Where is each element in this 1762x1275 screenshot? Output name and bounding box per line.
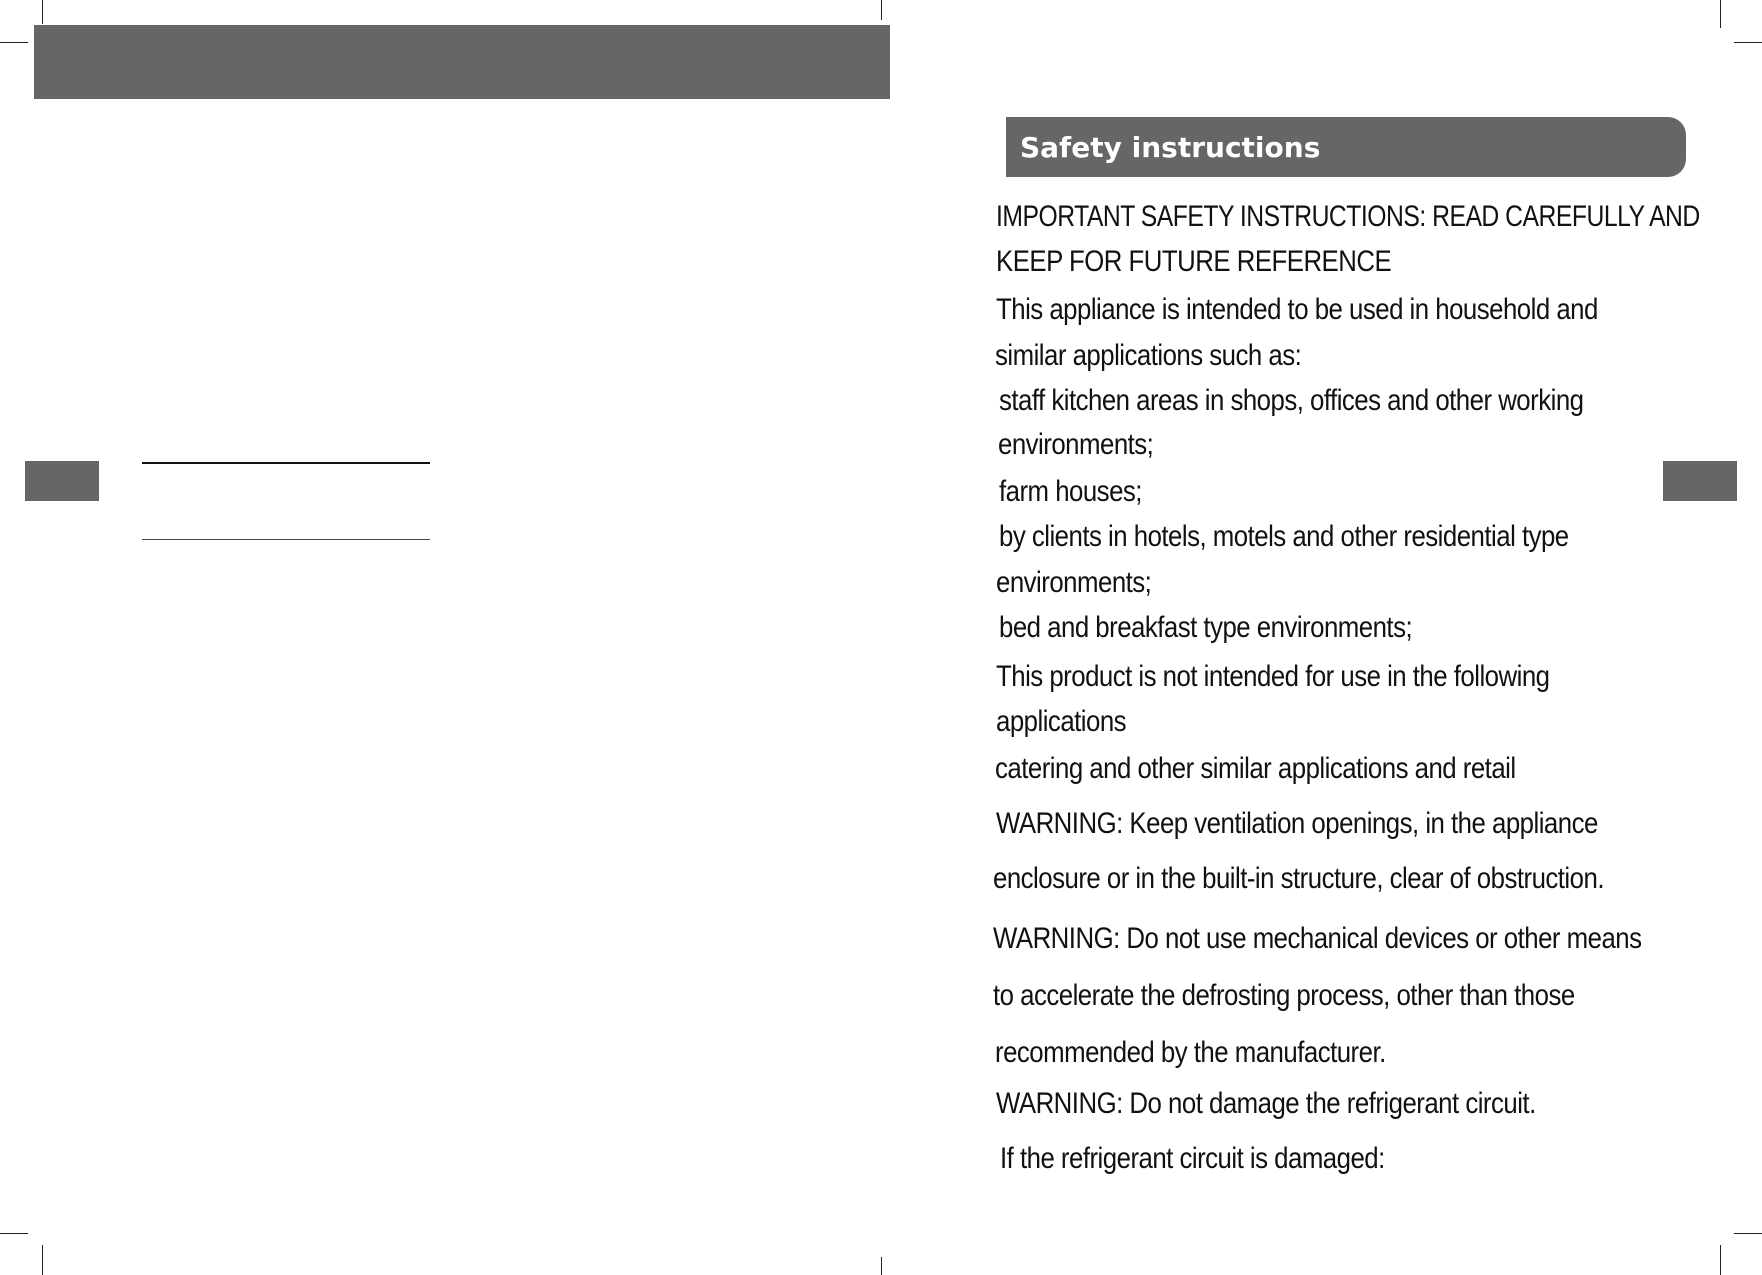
body-line: environments; bbox=[998, 428, 1154, 461]
crop-mark bbox=[881, 1257, 882, 1275]
crop-mark bbox=[1734, 42, 1762, 43]
body-line: WARNING: Do not use mechanical devices or other means bbox=[993, 922, 1642, 955]
right-page-side-tab bbox=[1663, 461, 1737, 501]
left-page-side-tab bbox=[25, 461, 99, 501]
body-line: This appliance is intended to be used in household and bbox=[996, 293, 1598, 326]
left-page-rule-top bbox=[142, 462, 430, 464]
left-page-header-bar bbox=[34, 25, 890, 99]
body-line: environments; bbox=[996, 566, 1152, 599]
body-line: staff kitchen areas in shops, offices and other working bbox=[999, 384, 1584, 417]
body-line: WARNING: Do not damage the refrigerant circuit. bbox=[996, 1087, 1536, 1120]
body-line: KEEP FOR FUTURE REFERENCE bbox=[996, 245, 1392, 278]
crop-mark bbox=[0, 42, 28, 43]
body-line: similar applications such as: bbox=[995, 339, 1302, 372]
body-line: This product is not intended for use in the following bbox=[996, 660, 1550, 693]
crop-mark bbox=[1734, 1233, 1762, 1234]
body-line: applications bbox=[996, 705, 1127, 738]
body-line: catering and other similar applications and retail bbox=[995, 752, 1516, 785]
crop-mark bbox=[1720, 1245, 1721, 1275]
crop-mark bbox=[0, 1233, 28, 1234]
crop-mark bbox=[42, 0, 43, 24]
body-line: IMPORTANT SAFETY INSTRUCTIONS: READ CAREFULLY AND bbox=[996, 200, 1700, 233]
crop-mark bbox=[42, 1245, 43, 1275]
body-line: enclosure or in the built-in structure, clear of obstruction. bbox=[993, 862, 1604, 895]
body-line: farm houses; bbox=[999, 475, 1142, 508]
section-title: Safety instructions bbox=[1020, 130, 1321, 164]
body-line: bed and breakfast type environments; bbox=[999, 611, 1413, 644]
crop-mark bbox=[881, 0, 882, 20]
body-line: by clients in hotels, motels and other residential type bbox=[999, 520, 1569, 553]
body-line: to accelerate the defrosting process, other than those bbox=[993, 979, 1575, 1012]
body-line: If the refrigerant circuit is damaged: bbox=[1000, 1142, 1385, 1175]
crop-mark bbox=[1720, 0, 1721, 28]
body-line: recommended by the manufacturer. bbox=[995, 1036, 1386, 1069]
left-page-rule-bottom bbox=[142, 539, 430, 540]
body-line: WARNING: Keep ventilation openings, in the appliance bbox=[996, 807, 1598, 840]
section-header-safety-instructions bbox=[1006, 117, 1686, 177]
